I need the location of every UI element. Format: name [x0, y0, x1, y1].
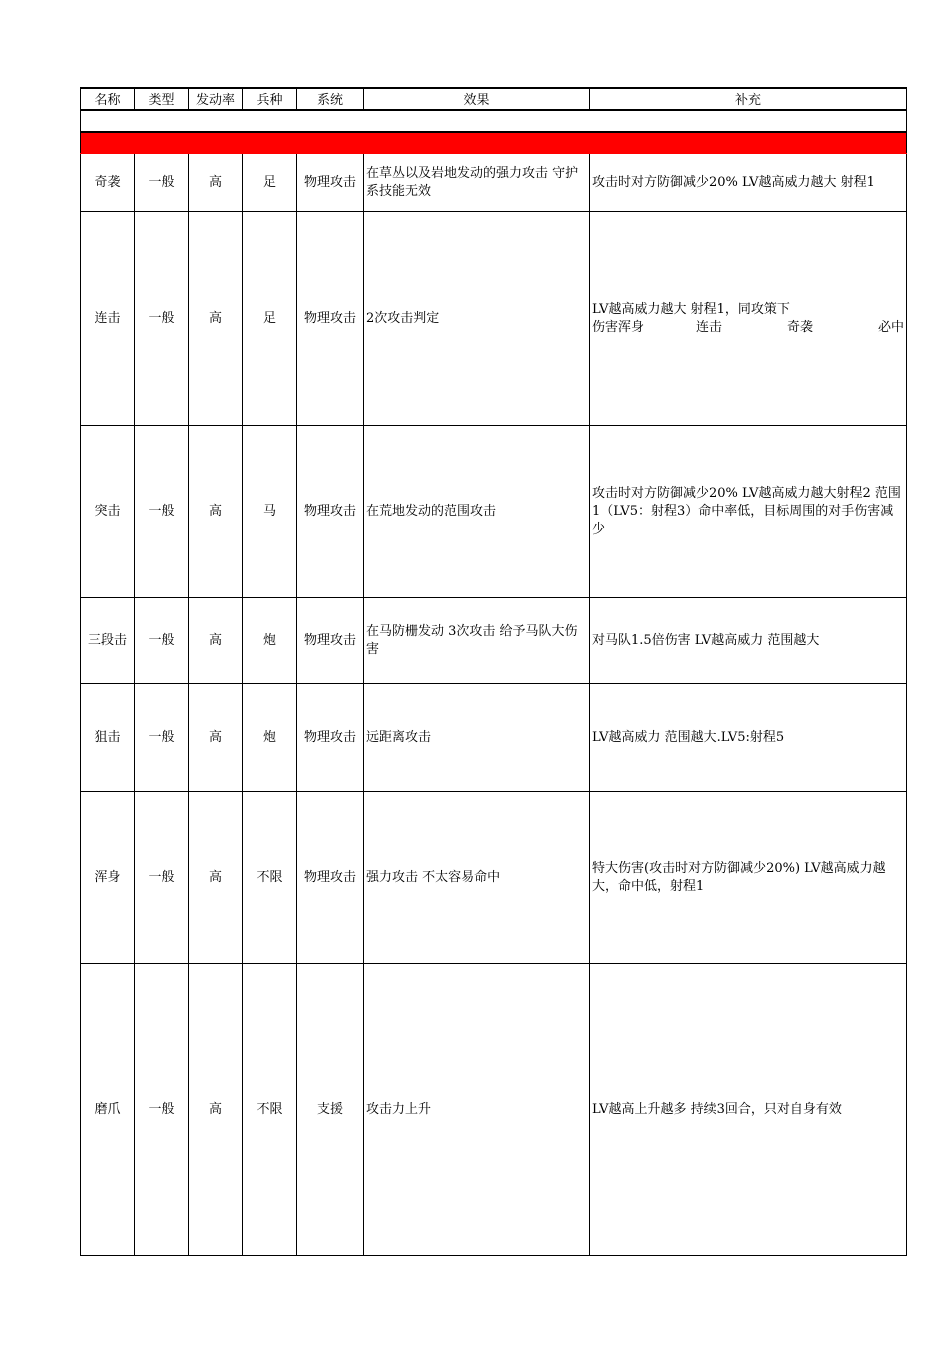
skill-note — [590, 212, 907, 426]
category-bar — [81, 132, 907, 154]
skill-note: 特大伤害(攻击时对方防御减少20%) LV越高威力越大，命中低，射程1 — [590, 792, 907, 964]
skill-rate: 高 — [189, 212, 243, 426]
skill-name: 突击 — [81, 426, 135, 598]
skill-table — [80, 87, 907, 1256]
header-rate: 发动率 — [189, 88, 243, 110]
skill-unit: 不限 — [243, 792, 297, 964]
skill-effect: 在荒地发动的范围攻击 — [364, 426, 590, 598]
skill-system: 物理攻击 — [297, 684, 364, 792]
skill-unit: 炮 — [243, 598, 297, 684]
skill-type: 一般 — [135, 792, 189, 964]
skill-name: 连击 — [81, 212, 135, 426]
skill-unit: 马 — [243, 426, 297, 598]
table-row — [81, 684, 907, 792]
skill-note-line-1: LV越高威力越大 射程1，同攻策下 — [592, 301, 790, 317]
skill-type: 一般 — [135, 212, 189, 426]
skill-rate: 高 — [189, 154, 243, 212]
skill-type: 一般 — [135, 598, 189, 684]
header-unit: 兵种 — [243, 88, 297, 110]
skill-type: 一般 — [135, 684, 189, 792]
skill-system: 物理攻击 — [297, 212, 364, 426]
skill-system: 支援 — [297, 964, 364, 1256]
skill-unit: 不限 — [243, 964, 297, 1256]
category-bar-cell — [81, 132, 907, 154]
skill-effect: 在草丛以及岩地发动的强力攻击 守护系技能无效 — [364, 154, 590, 212]
skill-note: 攻击时对方防御减少20% LV越高威力越大 射程1 — [590, 154, 907, 212]
skill-name: 浑身 — [81, 792, 135, 964]
skill-system: 物理攻击 — [297, 598, 364, 684]
header-system: 系统 — [297, 88, 364, 110]
skill-rate: 高 — [189, 792, 243, 964]
skill-effect: 攻击力上升 — [364, 964, 590, 1256]
skill-system: 物理攻击 — [297, 792, 364, 964]
skill-type: 一般 — [135, 154, 189, 212]
skill-effect: 强力攻击 不太容易命中 — [364, 792, 590, 964]
table-row — [81, 964, 907, 1256]
skill-note: LV越高上升越多 持续3回合，只对自身有效 — [590, 964, 907, 1256]
skill-system: 物理攻击 — [297, 154, 364, 212]
blank-cell — [81, 110, 907, 132]
skill-type: 一般 — [135, 964, 189, 1256]
skill-type: 一般 — [135, 426, 189, 598]
skill-effect: 2次攻击判定 — [364, 212, 590, 426]
header-effect: 效果 — [364, 88, 590, 110]
skill-name: 奇袭 — [81, 154, 135, 212]
header-note: 补充 — [590, 88, 907, 110]
table-row — [81, 426, 907, 598]
skill-rate: 高 — [189, 426, 243, 598]
header-type: 类型 — [135, 88, 189, 110]
skill-system: 物理攻击 — [297, 426, 364, 598]
table-row — [81, 598, 907, 684]
table-row — [81, 154, 907, 212]
skill-note-line-2: 伤害浑身 连击 奇袭 必中 — [592, 319, 905, 335]
skill-note: LV越高威力 范围越大.LV5:射程5 — [590, 684, 907, 792]
blank-row — [81, 110, 907, 132]
table-row — [81, 792, 907, 964]
skill-effect: 在马防栅发动 3次攻击 给予马队大伤害 — [364, 598, 590, 684]
header-row — [81, 88, 907, 110]
skill-rate: 高 — [189, 684, 243, 792]
skill-name: 磨爪 — [81, 964, 135, 1256]
skill-unit: 足 — [243, 212, 297, 426]
skill-note: 对马队1.5倍伤害 LV越高威力 范围越大 — [590, 598, 907, 684]
skill-note: 攻击时对方防御减少20% LV越高威力越大射程2 范围1（LV5：射程3）命中率低，目标周围的对手伤害减少 — [590, 426, 907, 598]
skill-name: 狙击 — [81, 684, 135, 792]
skill-rate: 高 — [189, 598, 243, 684]
skill-unit: 足 — [243, 154, 297, 212]
header-name: 名称 — [81, 88, 135, 110]
skill-unit: 炮 — [243, 684, 297, 792]
skill-rate: 高 — [189, 964, 243, 1256]
skill-name: 三段击 — [81, 598, 135, 684]
skill-effect: 远距离攻击 — [364, 684, 590, 792]
table-row — [81, 212, 907, 426]
